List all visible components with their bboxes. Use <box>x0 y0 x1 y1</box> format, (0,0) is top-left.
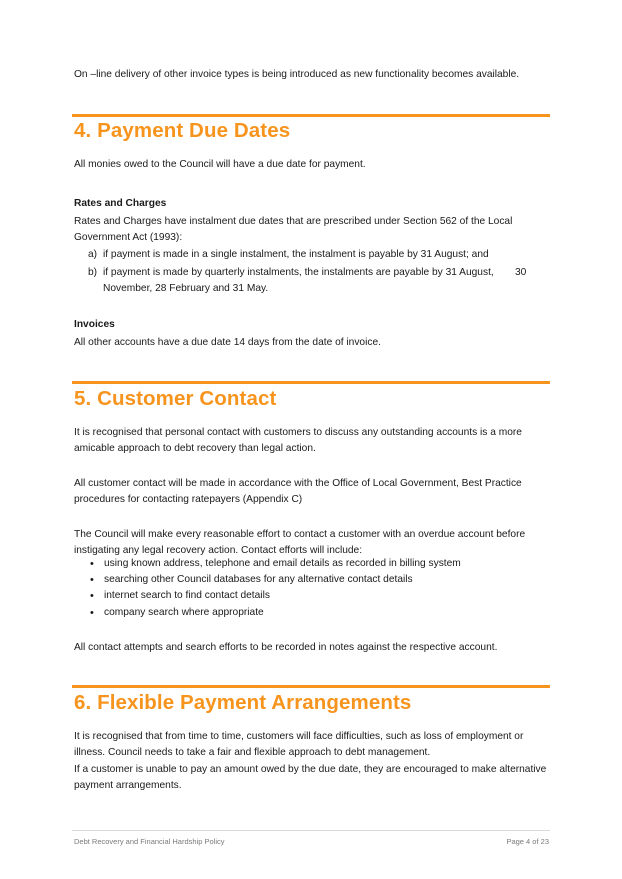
section5-paragraph-3: The Council will make every reasonable effort to contact a customer with an overdue account before instigating any legal recovery action. Contact efforts will include: <box>74 529 526 556</box>
bullet-icon: • <box>90 590 94 602</box>
rates-paragraph: Rates and Charges have instalment due dates that are prescribed under Section 562 of the Local Government Act (1993): <box>74 216 513 243</box>
footer-document-title: Debt Recovery and Financial Hardship Policy <box>74 837 225 846</box>
section5-paragraph-4: All contact attempts and search efforts to be recorded in notes against the respective account. <box>74 642 498 653</box>
subheading-rates-and-charges: Rates and Charges <box>74 198 167 209</box>
list-item-text: if payment is made in a single instalment, the instalment is payable by 31 August; and <box>103 249 489 260</box>
footer-divider <box>72 830 550 831</box>
list-item <box>74 265 550 297</box>
bullet-icon: • <box>90 574 94 586</box>
section6-paragraph-2: If a customer is unable to pay an amount owed by the due date, they are encouraged to make alternative payment arrangements. <box>74 764 547 791</box>
footer-page-number: Page 4 of 23 <box>506 837 549 846</box>
section-heading-flexible-payment-arrangements: 6. Flexible Payment Arrangements <box>74 691 412 714</box>
section4-intro: All monies owed to the Council will have a due date for payment. <box>74 159 366 170</box>
invoices-paragraph: All other accounts have a due date 14 days from the date of invoice. <box>74 337 381 348</box>
section-heading-customer-contact: 5. Customer Contact <box>74 387 277 410</box>
bullet-text: searching other Council databases for any alternative contact details <box>104 574 413 585</box>
list-item-text: if payment is made by quarterly instalments, the instalments are payable by 31 August, November, 28 February and 31 May. <box>103 267 494 294</box>
section5-paragraph-1: It is recognised that personal contact with customers to discuss any outstanding accounts is a more amicable approach to debt recovery than legal action. <box>74 427 522 454</box>
list-item-trailing-number: 30 <box>515 267 527 278</box>
section5-paragraph-2: All customer contact will be made in accordance with the Office of Local Government, Best Practice procedures for contacting ratepayers (Appendix C) <box>74 478 522 505</box>
bullet-icon: • <box>90 558 94 570</box>
list-marker: a) <box>88 249 98 260</box>
bullet-text: using known address, telephone and email details as recorded in billing system <box>104 558 461 569</box>
section-heading-payment-due-dates: 4. Payment Due Dates <box>74 119 291 142</box>
section-divider <box>72 685 550 688</box>
section6-paragraph-1: It is recognised that from time to time, customers will face difficulties, such as loss of employment or illness. Council needs to take a fair and flexible approach to debt management. <box>74 731 524 758</box>
section-divider <box>72 381 550 384</box>
list-marker: b) <box>88 267 98 278</box>
section-divider <box>72 114 550 117</box>
bullet-text: company search where appropriate <box>104 607 264 618</box>
intro-paragraph: On –line delivery of other invoice types is being introduced as new functionality becomes available. <box>74 69 520 80</box>
bullet-icon: • <box>90 607 94 619</box>
bullet-item <box>90 572 413 588</box>
bullet-item <box>90 605 264 621</box>
subheading-invoices: Invoices <box>74 319 115 330</box>
bullet-text: internet search to find contact details <box>104 590 270 601</box>
bullet-item <box>90 556 461 572</box>
bullet-item <box>90 588 270 604</box>
list-item <box>74 247 550 263</box>
